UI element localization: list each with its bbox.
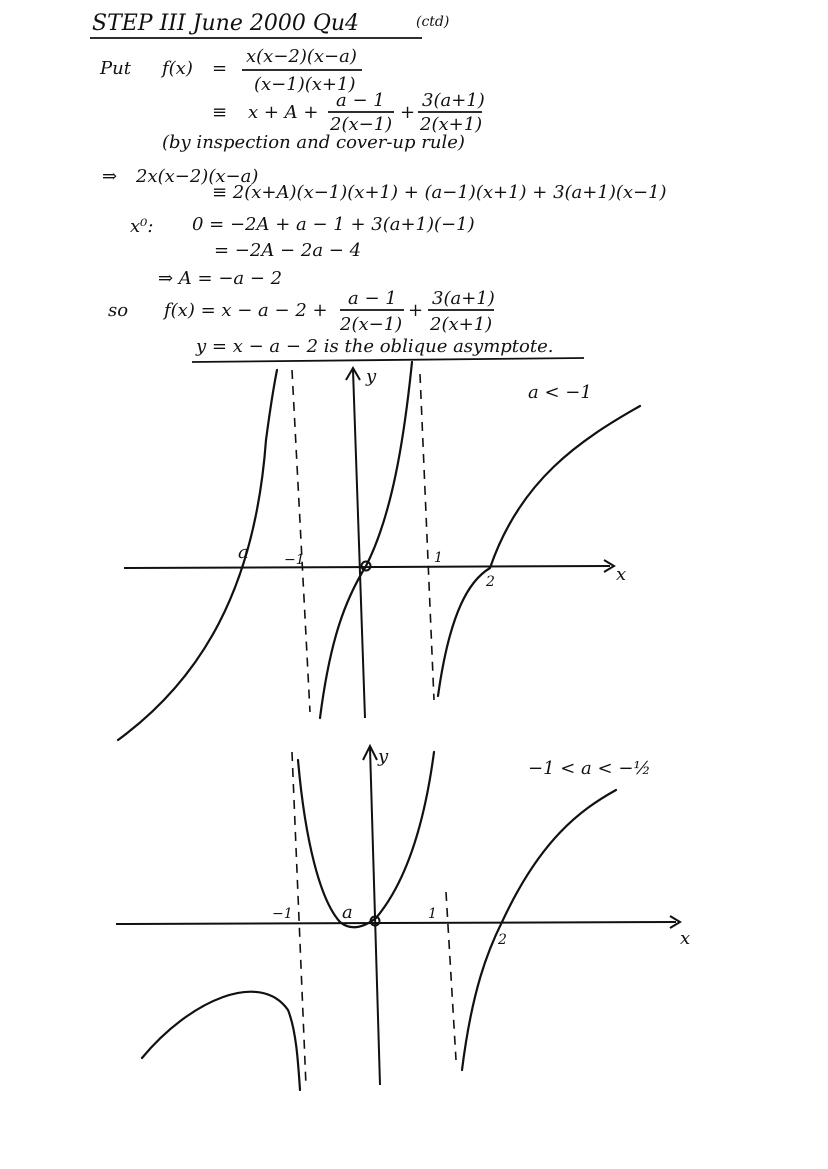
final-f-lead: f(x) = x − a − 2 + [164,300,328,321]
final-frac-b-denominator: 2(x+1) [430,314,493,335]
frac-a-numerator: a − 1 [336,90,385,111]
graph-1-curve-middle-branch [320,362,412,718]
graph-2-label-minus1: −1 [272,906,293,922]
graph-2-curve-middle-branch [298,752,434,927]
equals-1: = [212,58,228,79]
expanded-lhs: 2x(x−2)(x−a) [136,166,259,187]
graph-2-asymptote-right [446,892,456,1060]
x0-equation-2: = −2A − 2a − 4 [214,240,362,261]
final-frac-b-numerator: 3(a+1) [432,288,495,309]
graph-1-curve-left-branch [118,370,277,740]
frac-b-numerator: 3(a+1) [422,90,485,111]
title-suffix: (ctd) [416,14,450,30]
f-of-x: f(x) [162,58,193,79]
x0-equation-1: 0 = −2A + a − 1 + 3(a+1)(−1) [192,214,475,235]
graph-2-y-label: y [378,746,389,767]
graph-2-condition: −1 < a < −½ [528,758,651,779]
asymptote-statement: y = x − a − 2 is the oblique asymptote. [196,336,554,357]
graph-1-label-minus1: −1 [284,552,305,568]
put-label: Put [100,58,131,79]
graph-2-curve-right-branch [462,790,616,1070]
A-result: ⇒ A = −a − 2 [158,268,283,289]
expanded-rhs: ≡ 2(x+A)(x−1)(x+1) + (a−1)(x+1) + 3(a+1)(x−1) [212,182,667,203]
x0-coefficient-label: x⁰: [130,216,154,237]
graph-1-y-label: y [366,366,377,387]
graph-1-asymptote-right [420,374,434,700]
method-note: (by inspection and cover-up rule) [162,132,465,153]
graph-1-condition: a < −1 [528,382,592,403]
x-plus-A: x + A + [248,102,319,123]
graph-1-label-1: 1 [434,550,443,566]
graph-1 [118,362,640,740]
page-title: STEP III June 2000 Qu4 [92,11,360,36]
graph-2-x-label: x [680,928,691,949]
asymptote-underline [192,358,584,362]
implies-1: ⇒ [102,166,118,187]
graph-1-x-label: x [616,564,627,585]
fraction-1-denominator: (x−1)(x+1) [254,74,356,95]
graph-2-curve-left-branch [142,992,300,1090]
graph-2-label-2: 2 [498,932,507,948]
plus-sign: + [400,102,416,123]
final-plus: + [408,300,424,321]
graph-1-asymptote-left [292,370,310,712]
final-frac-a-numerator: a − 1 [348,288,397,309]
graph-2 [116,746,690,1090]
identity-sign: ≡ [212,102,228,123]
graph-1-label-a: a [238,542,249,563]
frac-b-denominator: 2(x+1) [420,114,483,135]
final-frac-a-denominator: 2(x−1) [340,314,403,335]
graph-2-label-a: a [342,902,353,923]
graph-2-label-1: 1 [428,906,437,922]
so-label: so [108,300,129,321]
graph-1-y-axis [353,370,365,718]
graph-2-x-axis [116,922,676,924]
graph-1-curve-right-branch [438,406,640,696]
fraction-1-numerator: x(x−2)(x−a) [246,46,357,67]
graph-1-label-2: 2 [486,574,495,590]
frac-a-denominator: 2(x−1) [330,114,393,135]
